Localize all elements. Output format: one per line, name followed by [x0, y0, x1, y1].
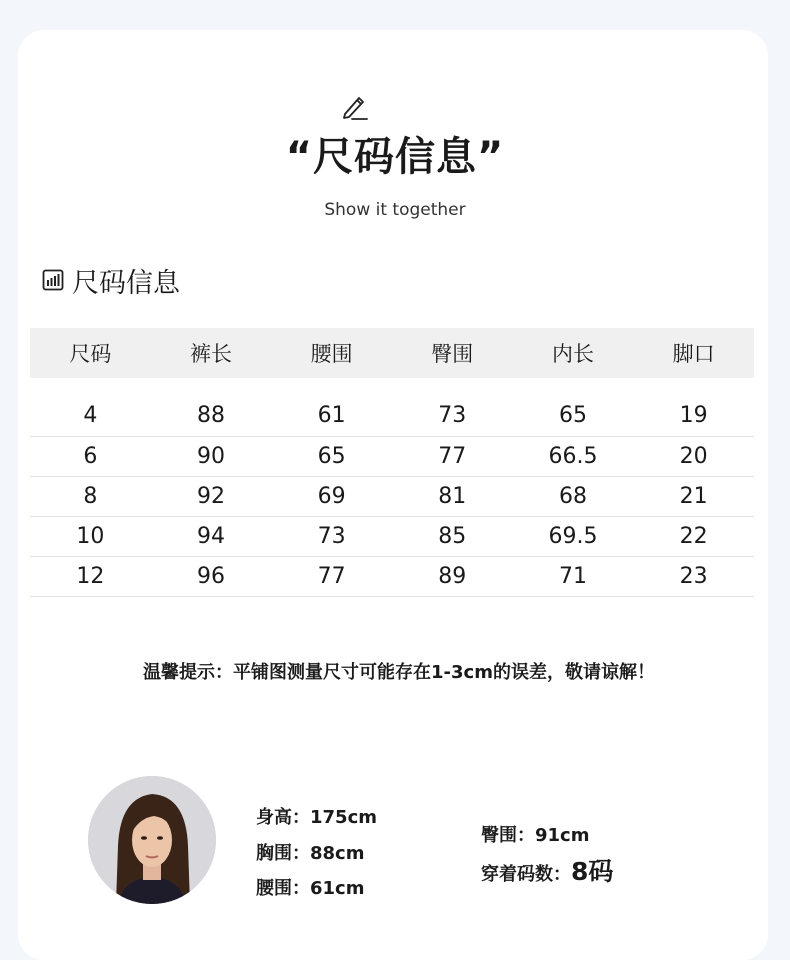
table-row	[30, 476, 754, 516]
model-height	[256, 803, 377, 829]
bar-chart-icon	[42, 269, 64, 291]
table-cell: 73	[392, 396, 513, 436]
table-header-row	[30, 328, 754, 378]
size-table	[30, 328, 754, 597]
table-cell: 77	[392, 436, 513, 476]
page-title: “尺码信息”	[285, 134, 505, 180]
table-cell: 19	[633, 396, 754, 436]
table-cell: 65	[513, 396, 634, 436]
column-header: 内长	[551, 342, 594, 366]
table-cell: 4	[30, 396, 151, 436]
table-row	[30, 556, 754, 596]
measurement-tip: 温馨提示：平铺图测量尺寸可能存在1-3cm的误差，敬请谅解！	[143, 662, 655, 683]
table-cell: 77	[271, 556, 392, 596]
table-cell: 90	[151, 436, 272, 476]
table-cell: 94	[151, 516, 272, 556]
table-row	[30, 396, 754, 436]
model-avatar	[88, 776, 216, 904]
table-cell: 8	[30, 476, 151, 516]
section-title: 尺码信息	[72, 267, 180, 299]
table-cell: 10	[30, 516, 151, 556]
table-cell: 85	[392, 516, 513, 556]
table-cell: 21	[633, 476, 754, 516]
size-value: 8码	[571, 857, 614, 886]
column-header: 裤长	[189, 342, 232, 366]
table-cell: 22	[633, 516, 754, 556]
waist-label: 腰围：	[256, 878, 310, 899]
table-cell: 81	[392, 476, 513, 516]
hip-value: 91cm	[535, 825, 590, 846]
chest-label: 胸围：	[256, 843, 310, 864]
column-header: 臀围	[431, 342, 474, 366]
model-chest	[256, 839, 364, 865]
table-cell: 23	[633, 556, 754, 596]
table-cell: 89	[392, 556, 513, 596]
hip-label: 臀围：	[481, 825, 535, 846]
table-cell: 92	[151, 476, 272, 516]
chest-value: 88cm	[310, 843, 365, 864]
page-subtitle: Show it together	[324, 200, 466, 220]
table-row	[30, 436, 754, 476]
section-header	[42, 263, 180, 297]
table-cell: 68	[513, 476, 634, 516]
table-cell: 61	[271, 396, 392, 436]
table-cell: 66.5	[513, 436, 634, 476]
table-cell: 69	[271, 476, 392, 516]
size-label: 穿着码数：	[481, 864, 571, 885]
table-cell: 20	[633, 436, 754, 476]
table-cell: 6	[30, 436, 151, 476]
table-cell: 12	[30, 556, 151, 596]
table-cell: 71	[513, 556, 634, 596]
model-hip	[481, 821, 589, 847]
waist-value: 61cm	[310, 878, 365, 899]
column-header: 尺码	[69, 342, 112, 366]
table-cell: 69.5	[513, 516, 634, 556]
column-header: 脚口	[672, 342, 715, 366]
table-cell: 73	[271, 516, 392, 556]
model-size	[481, 852, 613, 888]
table-row	[30, 516, 754, 556]
pencil-icon	[340, 92, 370, 122]
column-header: 腰围	[310, 342, 353, 366]
model-waist	[256, 874, 364, 900]
table-cell: 96	[151, 556, 272, 596]
table-cell: 65	[271, 436, 392, 476]
table-cell: 88	[151, 396, 272, 436]
height-value: 175cm	[310, 807, 377, 828]
height-label: 身高：	[256, 807, 310, 828]
